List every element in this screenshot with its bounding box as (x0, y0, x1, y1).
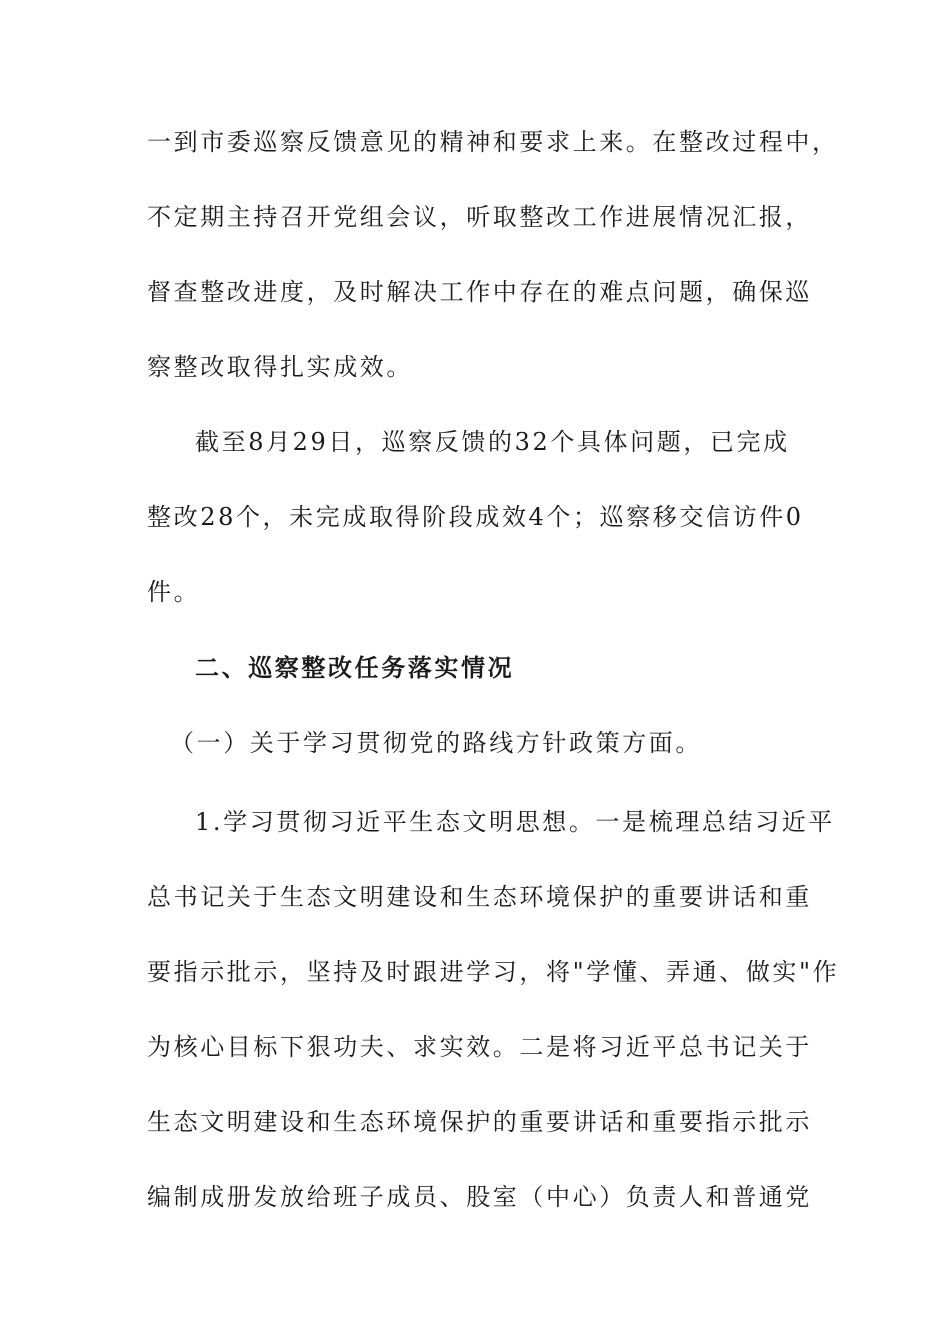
text-line: 截至8月29日，巡察反馈的32个具体问题，已完成 (195, 428, 790, 456)
text-line: 件。 (147, 578, 201, 606)
text-line: 编制成册发放给班子成员、股室（中心）负责人和普通党 (147, 1183, 812, 1211)
text-line: 不定期主持召开党组会议，听取整改工作进展情况汇报， (147, 203, 812, 231)
text-line: 生态文明建设和生态环境保护的重要讲话和重要指示批示 (147, 1108, 812, 1136)
text-line: 为核心目标下狠功夫、求实效。二是将习近平总书记关于 (147, 1033, 812, 1061)
text-line: 要指示批示，坚持及时跟进学习，将"学懂、弄通、做实"作 (147, 958, 840, 986)
text-line: 察整改取得扎实成效。 (147, 353, 413, 381)
subsection-heading: （一）关于学习贯彻党的路线方针政策方面。 (170, 729, 702, 757)
text-line: 总书记关于生态文明建设和生态环境保护的重要讲话和重 (147, 883, 812, 911)
text-line: 一到市委巡察反馈意见的精神和要求上来。在整改过程中， (147, 128, 839, 156)
section-heading: 二、巡察整改任务落实情况 (195, 653, 515, 682)
text-line: 1.学习贯彻习近平生态文明思想。一是梳理总结习近平 (195, 808, 835, 836)
text-line: 整改28个，未完成取得阶段成效4个；巡察移交信访件0 (147, 503, 804, 531)
text-line: 督查整改进度，及时解决工作中存在的难点问题，确保巡 (147, 278, 812, 306)
